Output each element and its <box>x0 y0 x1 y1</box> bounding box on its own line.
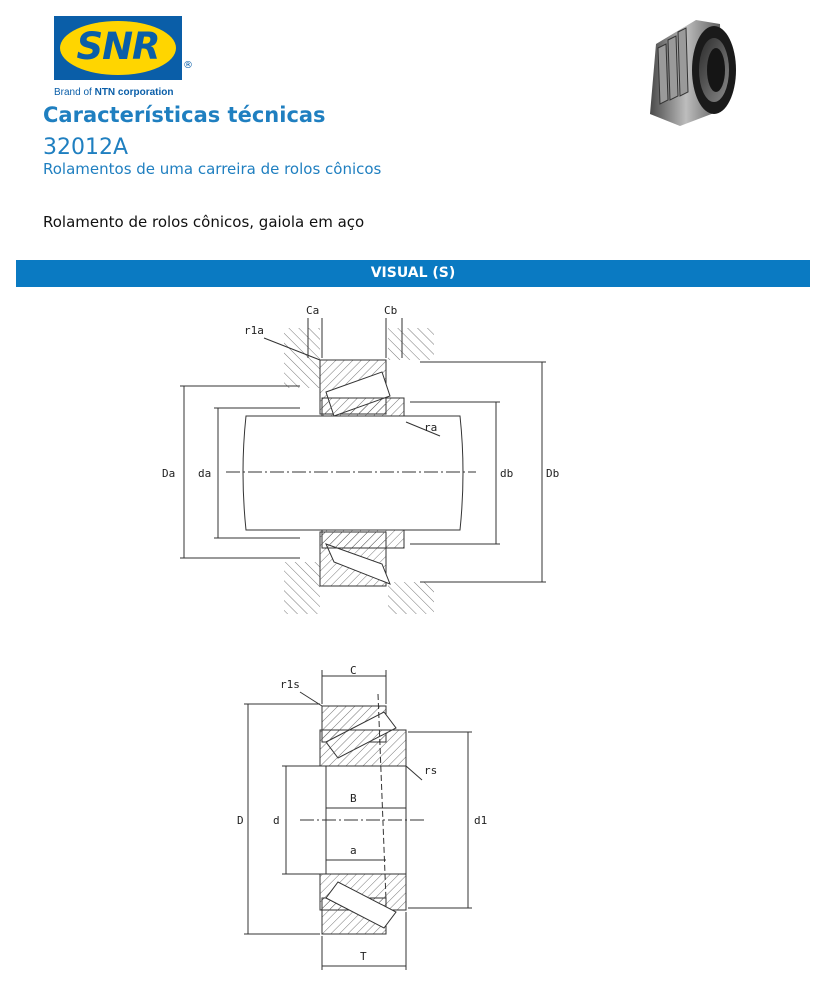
mounting-diagram <box>150 296 580 626</box>
product-description: Rolamento de rolos cônicos, gaiola em aço <box>43 213 365 231</box>
label-db-outer: Db <box>546 467 560 480</box>
logo-text: SNR <box>76 25 160 68</box>
bearing-photo <box>636 14 748 130</box>
label-db-inner: db <box>500 467 514 480</box>
bearing-dimension-diagram <box>230 660 500 980</box>
label-b: B <box>350 792 357 805</box>
label-rs: rs <box>424 764 438 777</box>
label-a: a <box>350 844 357 857</box>
label-r1a: r1a <box>244 324 264 337</box>
label-d1: d1 <box>474 814 488 827</box>
section-band-label: VISUAL (S) <box>370 265 456 281</box>
logo-brand-prefix: Brand of <box>54 87 95 98</box>
label-ra: ra <box>424 421 438 434</box>
product-code: 32012A <box>43 135 129 160</box>
label-da-inner: da <box>198 467 212 480</box>
label-d-bore: d <box>273 814 280 827</box>
label-ca: Ca <box>306 304 320 317</box>
page-title: Características técnicas <box>43 103 326 127</box>
logo-registered-mark: ® <box>183 60 193 71</box>
label-r1s: r1s <box>280 678 300 691</box>
label-cb: Cb <box>384 304 398 317</box>
label-c: C <box>350 664 357 677</box>
label-t: T <box>360 950 367 963</box>
product-subtitle: Rolamentos de uma carreira de rolos cônicos <box>43 160 382 178</box>
label-d-outer: D <box>237 814 244 827</box>
logo-brand-name: NTN corporation <box>94 87 174 98</box>
label-da-outer: Da <box>162 467 176 480</box>
logo-brand-line <box>54 87 173 98</box>
snr-logo <box>54 16 204 100</box>
section-band <box>16 260 810 287</box>
